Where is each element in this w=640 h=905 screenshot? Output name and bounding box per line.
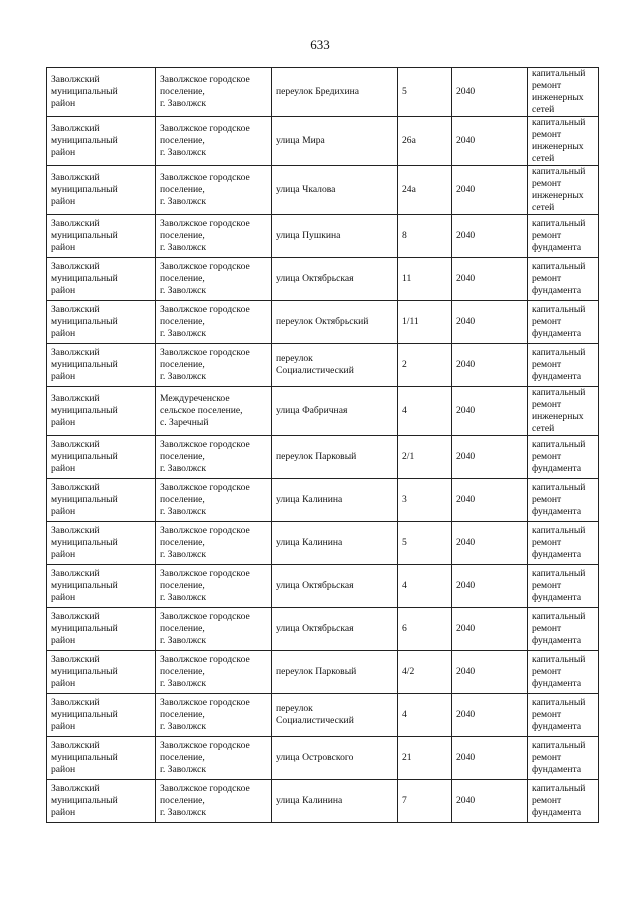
table-row [47,436,599,479]
district-cell: Заволжский муниципальный район [47,737,156,780]
street-cell: улица Калинина [272,522,398,565]
district-cell: Заволжский муниципальный район [47,651,156,694]
street-cell: переулок Октябрьский [272,301,398,344]
works-type-cell: капитальный ремонт фундамента [528,479,599,522]
works-type-cell: капитальный ремонт фундамента [528,694,599,737]
settlement-cell: Заволжское городское поселение, г. Заволжск [156,780,272,823]
street-cell: улица Пушкина [272,215,398,258]
works-type-cell: капитальный ремонт фундамента [528,565,599,608]
table-row [47,780,599,823]
street-cell: улица Калинина [272,479,398,522]
settlement-cell: Заволжское городское поселение, г. Заволжск [156,117,272,166]
works-type-cell: капитальный ремонт фундамента [528,258,599,301]
works-type-cell: капитальный ремонт инженерных сетей [528,387,599,436]
street-cell: переулок Парковый [272,651,398,694]
settlement-cell: Заволжское городское поселение, г. Заволжск [156,258,272,301]
settlement-cell: Заволжское городское поселение, г. Заволжск [156,694,272,737]
housing-repair-table [46,67,599,823]
works-type-cell: капитальный ремонт инженерных сетей [528,68,599,117]
street-cell: улица Мира [272,117,398,166]
page-number: 633 [310,37,330,52]
district-cell: Заволжский муниципальный район [47,344,156,387]
district-cell: Заволжский муниципальный район [47,522,156,565]
settlement-cell: Заволжское городское поселение, г. Заволжск [156,301,272,344]
works-type-cell: капитальный ремонт инженерных сетей [528,117,599,166]
table-row [47,694,599,737]
works-type-cell: капитальный ремонт фундамента [528,436,599,479]
settlement-cell: Заволжское городское поселение, г. Заволжск [156,68,272,117]
table-row [47,68,599,117]
house-number-cell: 4 [398,694,452,737]
house-number-cell: 4 [398,387,452,436]
house-number-cell: 26а [398,117,452,166]
settlement-cell: Заволжское городское поселение, г. Заволжск [156,215,272,258]
street-cell: переулок Социалистический [272,344,398,387]
street-cell: улица Островского [272,737,398,780]
year-cell: 2040 [452,694,528,737]
table-row [47,737,599,780]
house-number-cell: 6 [398,608,452,651]
settlement-cell: Заволжское городское поселение, г. Заволжск [156,608,272,651]
house-number-cell: 8 [398,215,452,258]
works-type-cell: капитальный ремонт фундамента [528,522,599,565]
street-cell: переулок Бредихина [272,68,398,117]
street-cell: переулок Социалистический [272,694,398,737]
year-cell: 2040 [452,344,528,387]
table-row [47,522,599,565]
district-cell: Заволжский муниципальный район [47,608,156,651]
table-row [47,166,599,215]
house-number-cell: 4/2 [398,651,452,694]
house-number-cell: 3 [398,479,452,522]
table-row [47,301,599,344]
year-cell: 2040 [452,387,528,436]
settlement-cell: Заволжское городское поселение, г. Заволжск [156,166,272,215]
house-number-cell: 5 [398,522,452,565]
table-row [47,479,599,522]
settlement-cell: Заволжское городское поселение, г. Заволжск [156,436,272,479]
house-number-cell: 21 [398,737,452,780]
year-cell: 2040 [452,215,528,258]
settlement-cell: Заволжское городское поселение, г. Заволжск [156,344,272,387]
year-cell: 2040 [452,258,528,301]
works-type-cell: капитальный ремонт фундамента [528,301,599,344]
works-type-cell: капитальный ремонт фундамента [528,344,599,387]
house-number-cell: 5 [398,68,452,117]
settlement-cell: Заволжское городское поселение, г. Заволжск [156,737,272,780]
year-cell: 2040 [452,737,528,780]
year-cell: 2040 [452,522,528,565]
district-cell: Заволжский муниципальный район [47,301,156,344]
table-row [47,258,599,301]
table-row [47,117,599,166]
settlement-cell: Заволжское городское поселение, г. Заволжск [156,565,272,608]
table-row [47,608,599,651]
year-cell: 2040 [452,651,528,694]
street-cell: улица Октябрьская [272,258,398,301]
district-cell: Заволжский муниципальный район [47,215,156,258]
district-cell: Заволжский муниципальный район [47,780,156,823]
house-number-cell: 2 [398,344,452,387]
year-cell: 2040 [452,117,528,166]
district-cell: Заволжский муниципальный район [47,479,156,522]
district-cell: Заволжский муниципальный район [47,258,156,301]
year-cell: 2040 [452,68,528,117]
house-number-cell: 24а [398,166,452,215]
street-cell: улица Октябрьская [272,608,398,651]
year-cell: 2040 [452,608,528,651]
district-cell: Заволжский муниципальный район [47,68,156,117]
year-cell: 2040 [452,436,528,479]
year-cell: 2040 [452,166,528,215]
works-type-cell: капитальный ремонт инженерных сетей [528,166,599,215]
works-type-cell: капитальный ремонт фундамента [528,737,599,780]
district-cell: Заволжский муниципальный район [47,387,156,436]
house-number-cell: 11 [398,258,452,301]
year-cell: 2040 [452,479,528,522]
table-row [47,387,599,436]
district-cell: Заволжский муниципальный район [47,694,156,737]
works-type-cell: капитальный ремонт фундамента [528,215,599,258]
year-cell: 2040 [452,565,528,608]
settlement-cell: Заволжское городское поселение, г. Заволжск [156,522,272,565]
street-cell: переулок Парковый [272,436,398,479]
house-number-cell: 2/1 [398,436,452,479]
settlement-cell: Заволжское городское поселение, г. Заволжск [156,479,272,522]
district-cell: Заволжский муниципальный район [47,565,156,608]
district-cell: Заволжский муниципальный район [47,117,156,166]
house-number-cell: 4 [398,565,452,608]
table-row [47,565,599,608]
year-cell: 2040 [452,301,528,344]
district-cell: Заволжский муниципальный район [47,436,156,479]
table-row [47,344,599,387]
table-row [47,215,599,258]
table-row [47,651,599,694]
works-type-cell: капитальный ремонт фундамента [528,608,599,651]
street-cell: улица Калинина [272,780,398,823]
settlement-cell: Заволжское городское поселение, г. Заволжск [156,651,272,694]
settlement-cell: Междуреченское сельское поселение, с. Заречный [156,387,272,436]
street-cell: улица Октябрьская [272,565,398,608]
works-type-cell: капитальный ремонт фундамента [528,780,599,823]
year-cell: 2040 [452,780,528,823]
house-number-cell: 1/11 [398,301,452,344]
street-cell: улица Чкалова [272,166,398,215]
table-body [47,68,599,823]
district-cell: Заволжский муниципальный район [47,166,156,215]
street-cell: улица Фабричная [272,387,398,436]
works-type-cell: капитальный ремонт фундамента [528,651,599,694]
house-number-cell: 7 [398,780,452,823]
